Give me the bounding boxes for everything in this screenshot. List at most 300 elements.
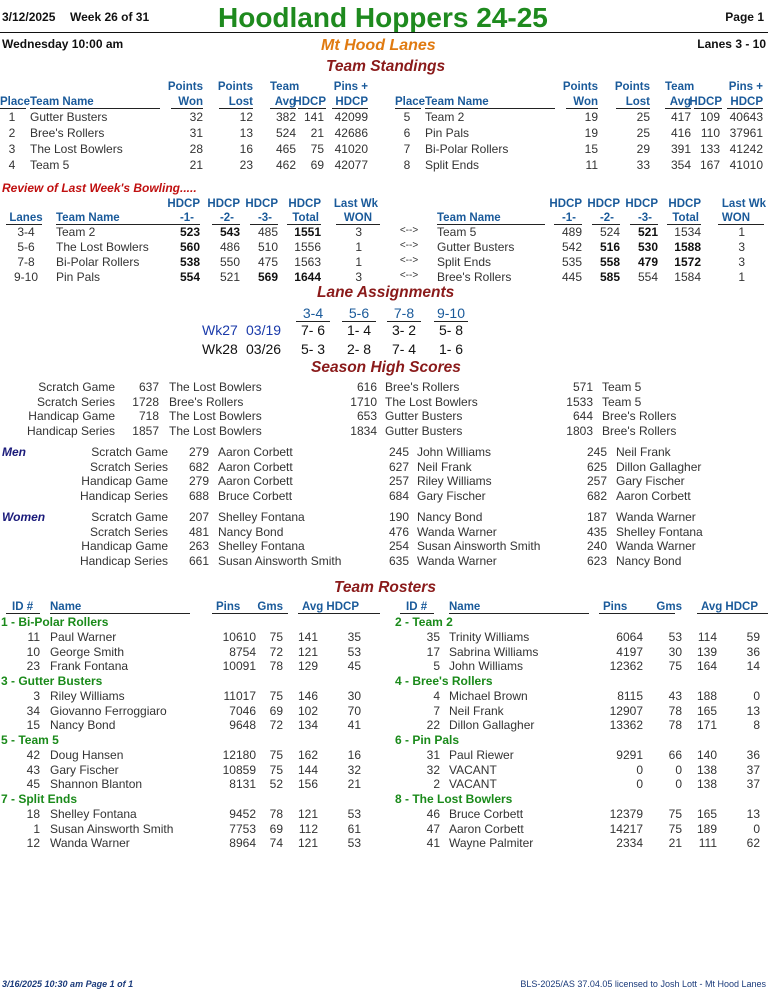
high-score-value: 1710 [350,394,377,409]
standing-place: 3 [8,142,16,156]
review-score: 1588 [674,240,701,254]
roster-player-pins: 11017 [223,689,256,703]
matchup-arrow: <--> [399,240,419,251]
high-score-category: Scratch Series [36,394,115,409]
week-label: Wk27 [202,322,238,338]
high-score-value: 627 [388,459,409,474]
high-score-name: Bree's Rollers [602,409,677,423]
roster-player-id: 43 [26,762,40,777]
roster-player-average: 171 [696,718,717,733]
review-score: 475 [257,255,278,269]
men-label: Men [2,445,26,459]
header-hdcp: HDCP [245,198,278,210]
roster-player-pins: 12362 [609,659,643,674]
high-score-name: Shelley Fontana [218,510,305,524]
standing-points-lost: 13 [239,126,253,140]
header-hdcp: HDCP [725,601,758,613]
lane-pair-header: 5-6 [348,305,370,321]
high-score-value: 637 [138,380,159,394]
standing-team-name: Bi-Polar Rollers [425,142,509,156]
league-title: Hoodland Hoppers 24-25 [218,2,548,33]
roster-player-name: VACANT [449,777,497,792]
roster-player-average: 165 [696,807,717,821]
roster-player-name: Michael Brown [449,689,528,703]
lane-matchup: 7- 4 [391,341,417,357]
header-game-2: -2- [599,212,614,224]
roster-team-name: 4 - Bree's Rollers [395,674,493,688]
review-score: 485 [257,225,278,239]
roster-player-average: 114 [697,630,717,644]
footer-printed: 3/16/2025 10:30 am Page 1 of 1 [2,979,134,989]
roster-player-average: 141 [297,630,318,644]
header-points-won: Points [562,81,598,93]
roster-player-pins: 6064 [616,630,643,644]
review-points-won: 3 [738,255,745,269]
high-score-name: Susan Ainsworth Smith [218,553,342,568]
standing-hdcp: 110 [700,126,720,140]
header-place: Place [0,96,31,108]
roster-player-average: 189 [696,821,717,836]
standing-place: 8 [403,158,411,172]
column-underline [6,613,40,614]
standing-team-avg: 524 [275,126,296,140]
header-id: ID # [12,601,34,613]
roster-player-id: 32 [426,762,440,777]
roster-player-id: 1 [33,821,40,836]
header-team-avg: Team [270,81,300,93]
roster-player-id: 34 [26,703,40,718]
high-score-value: 684 [388,488,409,503]
high-score-name: Nancy Bond [218,524,284,539]
roster-player-games: 72 [269,718,283,733]
roster-player-id: 2 [433,777,440,792]
roster-player-games: 75 [269,762,283,777]
header-team-name: Team Name [425,96,489,108]
roster-player-hdcp: 14 [746,659,760,674]
roster-team-name: 8 - The Lost Bowlers [395,792,513,806]
high-score-value: 245 [388,445,409,459]
high-score-value: 279 [188,445,209,459]
footer-license: BLS-2025/AS 37.04.05 licensed to Josh Lott - Mt Hood Lanes [520,979,766,989]
roster-player-games: 78 [668,703,682,718]
roster-player-id: 35 [426,630,440,644]
review-score: 521 [219,270,240,284]
roster-player-name: Gary Fischer [50,762,119,777]
standing-team-avg: 465 [275,142,296,156]
roster-player-games: 69 [269,703,283,718]
review-score: 486 [219,240,240,254]
roster-player-name: Giovanno Ferroggiaro [50,703,167,718]
roster-player-games: 75 [668,659,682,674]
high-score-value: 435 [586,524,607,539]
header-games: Gms [257,601,283,613]
column-underline [599,613,675,614]
roster-player-pins: 9648 [229,718,256,733]
header-team-name: Team Name [30,96,94,108]
high-score-category: Handicap Series [26,423,115,438]
standing-pins-hdcp: 41242 [729,142,763,156]
roster-team-name: 7 - Split Ends [1,792,78,806]
standing-pins-hdcp: 42077 [334,158,368,172]
high-score-value: 653 [356,409,377,423]
header-average: Avg [701,601,723,613]
roster-player-average: 156 [297,777,318,792]
roster-player-average: 139 [696,644,717,659]
review-score: 1572 [674,255,701,269]
high-score-name: Aaron Corbett [218,459,293,474]
roster-player-average: 140 [696,748,717,762]
roster-player-id: 4 [433,689,440,703]
roster-player-games: 78 [668,718,682,733]
high-score-name: Gary Fischer [417,488,486,503]
roster-player-id: 42 [26,748,40,762]
header-last-week-won: WON [343,212,372,224]
review-score: 530 [637,240,658,254]
roster-player-pins: 13362 [609,718,643,733]
lane-pair: 3-4 [17,225,35,239]
roster-player-games: 0 [675,762,682,777]
roster-player-pins: 8964 [229,836,256,851]
high-score-value: 257 [586,474,607,488]
lane-pair: 5-6 [17,240,35,254]
roster-player-games: 52 [269,777,283,792]
roster-player-id: 15 [26,718,40,733]
header-game-1: -1- [561,212,576,224]
review-score: 1551 [294,225,321,239]
roster-player-pins: 10091 [222,659,256,674]
roster-player-pins: 12180 [222,748,256,762]
high-score-name: Wanda Warner [417,553,497,568]
header-team-avg: Team [665,81,695,93]
standing-points-lost: 25 [636,110,650,124]
roster-player-hdcp: 70 [347,703,361,718]
standing-hdcp: 69 [310,158,324,172]
column-underline [727,108,763,109]
high-score-value: 571 [572,380,593,394]
roster-player-average: 111 [698,836,717,851]
lane-matchup: 5- 3 [300,341,326,357]
review-score: 521 [637,225,658,239]
roster-player-name: Doug Hansen [50,748,124,762]
column-underline [616,108,650,109]
roster-player-name: Dillon Gallagher [449,718,535,733]
roster-player-games: 30 [668,644,682,659]
roster-player-average: 138 [696,777,717,792]
header-id: ID # [406,601,428,613]
header-team-name: Team Name [56,212,120,224]
roster-player-pins: 8115 [617,689,643,703]
column-underline [566,108,598,109]
roster-player-hdcp: 0 [753,689,760,703]
roster-player-average: 164 [696,659,717,674]
review-score: 510 [257,240,278,254]
standing-points-won: 11 [585,158,598,172]
matchup-arrow: <--> [399,270,419,281]
header-last-week: Last Wk [333,198,378,210]
standing-pins-hdcp: 41010 [729,158,763,172]
review-points-won: 3 [738,240,745,254]
roster-player-name: Wanda Warner [50,836,130,851]
high-score-name: John Williams [417,445,492,459]
roster-player-name: Paul Riewer [449,748,514,762]
header-game-2: -2- [219,212,234,224]
week-info: Week 26 of 31 [70,10,150,24]
high-score-value: 688 [188,488,209,503]
week-date: 03/26 [246,341,282,357]
standing-hdcp: 133 [699,142,720,156]
standing-points-lost: 25 [636,126,650,140]
high-score-value: 207 [188,510,209,524]
review-score: 585 [599,270,620,284]
standing-team-avg: 416 [670,126,691,140]
high-score-category: Handicap Game [28,409,115,423]
high-score-value: 481 [188,524,209,539]
header-pins-hdcp: HDCP [730,96,763,108]
roster-player-name: Trinity Williams [449,630,530,644]
review-points-won: 1 [355,240,362,254]
review-score: 569 [257,270,278,284]
roster-player-id: 5 [433,659,440,674]
standing-team-name: Team 5 [30,158,70,172]
roster-player-games: 75 [668,807,682,821]
high-score-name: Shelley Fontana [616,524,703,539]
roster-player-pins: 4197 [616,644,643,659]
high-score-value: 1834 [350,423,377,438]
review-score: 1644 [294,270,321,284]
lane-pair-header: 3-4 [302,305,324,321]
column-underline [665,108,691,109]
roster-player-hdcp: 8 [753,718,760,733]
roster-player-pins: 12379 [609,807,643,821]
review-score: 554 [179,270,200,284]
review-score: 542 [561,240,582,254]
review-score: 445 [561,270,582,284]
high-score-name: Bree's Rollers [169,394,244,409]
roster-player-name: Wayne Palmiter [449,836,534,851]
header-game-3: -3- [257,212,272,224]
roster-player-name: Nancy Bond [50,718,116,733]
high-score-value: 635 [388,553,409,568]
high-score-value: 625 [586,459,607,474]
bowling-center: Mt Hood Lanes [321,37,436,54]
standing-place: 1 [8,110,16,124]
roster-player-average: 144 [297,762,318,777]
roster-player-games: 78 [269,807,283,821]
header-hdcp: HDCP [293,96,326,108]
review-team-name: Gutter Busters [437,240,515,254]
high-score-name: Team 5 [602,394,642,409]
roster-player-name: Bruce Corbett [449,807,524,821]
standing-pins-hdcp: 41020 [334,142,368,156]
high-score-name: Team 5 [602,380,642,394]
column-underline [219,108,253,109]
header-points-won: Won [178,96,203,108]
roster-team-name: 1 - Bi-Polar Rollers [1,615,109,629]
roster-player-hdcp: 37 [746,762,760,777]
review-points-won: 1 [355,255,362,269]
roster-player-id: 18 [26,807,40,821]
high-score-value: 245 [586,445,607,459]
roster-player-pins: 8131 [229,777,256,792]
roster-player-games: 66 [668,748,682,762]
roster-player-pins: 8754 [229,644,256,659]
column-underline [30,108,160,109]
lane-matchup: 7- 6 [300,322,326,338]
standing-pins-hdcp: 42686 [334,126,368,140]
high-score-category: Scratch Game [91,510,168,524]
roster-player-hdcp: 0 [753,821,760,836]
roster-player-games: 75 [269,689,283,703]
roster-player-id: 7 [433,703,440,718]
high-score-name: Wanda Warner [616,539,696,553]
high-score-value: 616 [356,380,377,394]
standing-points-lost: 16 [239,142,253,156]
header-hdcp: HDCP [326,601,359,613]
standing-team-avg: 354 [670,158,691,172]
review-score: 489 [561,225,582,239]
roster-player-hdcp: 45 [347,659,361,674]
column-underline [212,613,288,614]
roster-player-hdcp: 59 [746,630,760,644]
roster-player-hdcp: 41 [347,718,361,733]
high-score-value: 187 [586,510,607,524]
high-score-value: 718 [138,409,159,423]
roster-player-name: George Smith [50,644,125,659]
standing-place: 6 [403,126,411,140]
roster-player-games: 0 [675,777,682,792]
roster-player-pins: 9291 [616,748,643,762]
lane-assignments-title: Lane Assignments [317,284,455,301]
standing-team-name: Bree's Rollers [30,126,105,140]
matchup-arrow: <--> [399,255,419,266]
roster-player-hdcp: 13 [746,807,760,821]
lane-pair-header: 9-10 [436,305,466,321]
roster-player-games: 75 [269,630,283,644]
roster-player-pins: 0 [636,777,643,792]
header-name: Name [50,601,82,613]
roster-player-id: 22 [426,718,440,733]
standing-team-name: Split Ends [425,158,480,172]
review-score: 535 [561,255,582,269]
high-score-value: 623 [586,553,607,568]
roster-team-name: 2 - Team 2 [395,615,453,629]
standing-team-avg: 417 [670,110,691,124]
lane-matchup: 3- 2 [391,322,417,338]
header-pins-hdcp: Pins + [333,81,368,93]
standing-points-won: 15 [584,142,598,156]
roster-player-id: 3 [33,689,40,703]
roster-player-hdcp: 16 [347,748,361,762]
high-score-name: Gutter Busters [385,423,463,438]
header-pins: Pins [603,601,628,613]
high-score-value: 257 [388,474,409,488]
header-team-avg: Avg [274,96,296,108]
standing-team-name: Gutter Busters [30,110,108,124]
standing-team-name: Pin Pals [425,126,470,140]
standing-team-name: Team 2 [425,110,465,124]
high-score-value: 1728 [132,394,159,409]
roster-player-pins: 2334 [616,836,643,851]
week-label: Wk28 [202,341,238,357]
roster-player-average: 121 [297,644,318,659]
column-underline [425,108,555,109]
high-score-value: 1803 [566,423,593,438]
review-score: 558 [599,255,620,269]
standing-points-won: 32 [189,110,203,124]
standing-pins-hdcp: 37961 [729,126,763,140]
roster-player-name: Shannon Blanton [50,777,143,792]
roster-player-games: 75 [269,748,283,762]
header-team-avg: Avg [669,96,691,108]
standing-team-avg: 382 [275,110,296,124]
review-points-won: 3 [355,225,362,239]
lanes-range: Lanes 3 - 10 [697,37,766,51]
high-score-name: The Lost Bowlers [169,423,262,438]
roster-player-name: VACANT [449,762,497,777]
roster-player-hdcp: 62 [746,836,760,851]
page-number: Page 1 [725,10,764,24]
standing-team-avg: 462 [275,158,296,172]
standing-hdcp: 141 [303,110,324,124]
roster-player-name: Sabrina Williams [449,644,539,659]
roster-player-id: 46 [426,807,440,821]
roster-player-games: 69 [269,821,283,836]
lane-matchup: 1- 6 [438,341,464,357]
roster-player-hdcp: 53 [347,644,361,659]
standing-hdcp: 109 [699,110,720,124]
high-score-name: Aaron Corbett [218,445,293,459]
review-score: 524 [599,225,620,239]
high-score-category: Handicap Series [79,488,168,503]
roster-player-average: 146 [297,689,318,703]
roster-player-hdcp: 35 [347,630,361,644]
standing-place: 4 [8,158,16,172]
lane-pair: 7-8 [17,255,35,269]
header-team-name: Team Name [437,212,501,224]
column-underline [50,613,190,614]
column-underline [449,613,589,614]
standings-title: Team Standings [326,58,446,75]
roster-player-hdcp: 36 [746,748,760,762]
high-score-name: Gary Fischer [616,474,685,488]
high-score-category: Scratch Game [38,380,115,394]
roster-player-name: Riley Williams [50,689,125,703]
review-score: 560 [179,240,200,254]
header-points-lost: Lost [228,96,253,108]
header-pins-hdcp: HDCP [335,96,368,108]
header-place: Place [395,96,426,108]
roster-player-games: 78 [269,659,283,674]
column-underline [332,108,368,109]
high-score-name: The Lost Bowlers [169,380,262,394]
header-last-week: Last Wk [721,198,766,210]
standing-points-won: 28 [189,142,203,156]
high-score-name: Dillon Gallagher [616,459,702,474]
header-points-won: Won [573,96,598,108]
header-points-lost: Points [614,81,650,93]
high-score-value: 1857 [132,423,159,438]
standing-place: 5 [403,110,411,124]
column-underline [298,108,326,109]
roster-player-name: Paul Warner [50,630,117,644]
column-underline [171,108,203,109]
header-points-lost: Points [217,81,253,93]
roster-player-average: 134 [297,718,318,733]
roster-player-name: John Williams [449,659,524,674]
review-team-name: Bi-Polar Rollers [56,255,140,269]
roster-player-hdcp: 37 [746,777,760,792]
review-team-name: Pin Pals [56,270,101,284]
